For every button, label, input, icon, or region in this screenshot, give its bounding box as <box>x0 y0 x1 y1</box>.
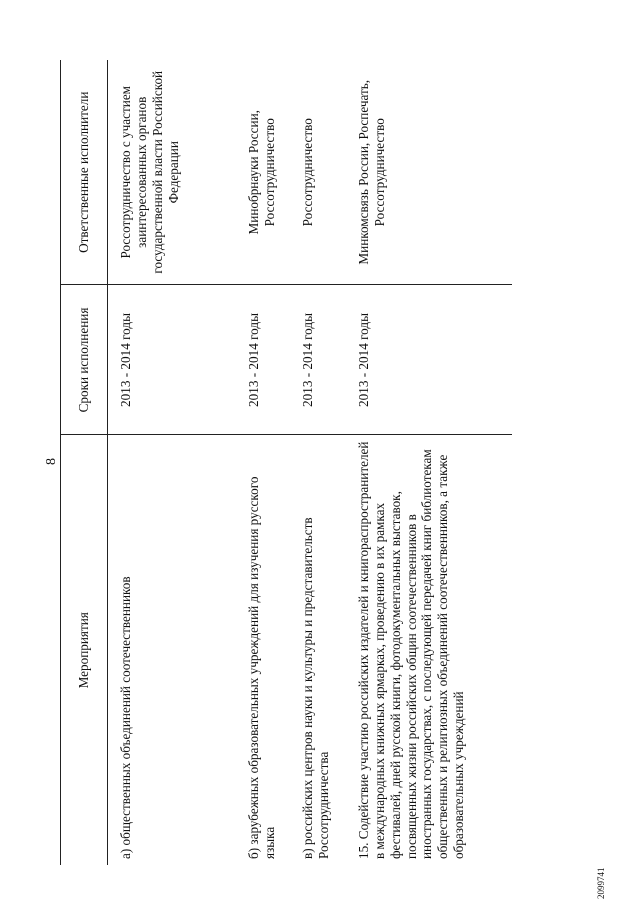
responsible-cell: Минкомсвязь России, Роспечать, Россотрудничество <box>356 79 387 265</box>
header-responsible: Ответственные исполнители <box>61 60 108 285</box>
page-number: 8 <box>44 458 59 465</box>
deadline-cell: 2013 - 2014 годы <box>290 285 346 435</box>
deadline-cell: 2013 - 2014 годы <box>346 285 512 435</box>
deadline-cell: 2013 - 2014 годы <box>108 285 237 435</box>
responsible-cell: Россотрудничество с участием заинтересованных органов государственной власти Российской Федерации <box>118 70 181 274</box>
deadline-cell: 2013 - 2014 годы <box>236 285 290 435</box>
responsible-cell: Россотрудничество <box>300 118 315 227</box>
table-row <box>236 60 290 865</box>
activity-cell: в) российских центров науки и культуры и представительств Россотрудничества <box>300 517 331 859</box>
activity-cell: а) общественных объединений соотечественников <box>118 576 133 859</box>
activity-cell: 15. Содействие участию российских издателей и книгораспространителей в международных книжных ярмарках, проведению в их рамках фестивалей, дней русской книги, фотодокументальных выставок, посвященных жизни российских общин соотечественников в иностранных государствах, с последующей передачей книг библиотекам общественных и религиозных объединений соотечественников, а также образовательных учреждений <box>356 441 467 859</box>
table-header-row <box>61 60 108 865</box>
table-row <box>108 60 237 865</box>
document-id: 2099741 <box>596 867 606 899</box>
activities-table <box>60 60 512 865</box>
header-activities: Мероприятия <box>61 435 108 865</box>
activity-cell: б) зарубежных образовательных учреждений для изучения русского языка <box>246 476 277 859</box>
responsible-cell: Минобрнауки России, Россотрудничество <box>246 110 277 235</box>
table-row <box>346 60 512 865</box>
header-deadlines: Сроки исполнения <box>61 285 108 435</box>
table-row <box>290 60 346 865</box>
